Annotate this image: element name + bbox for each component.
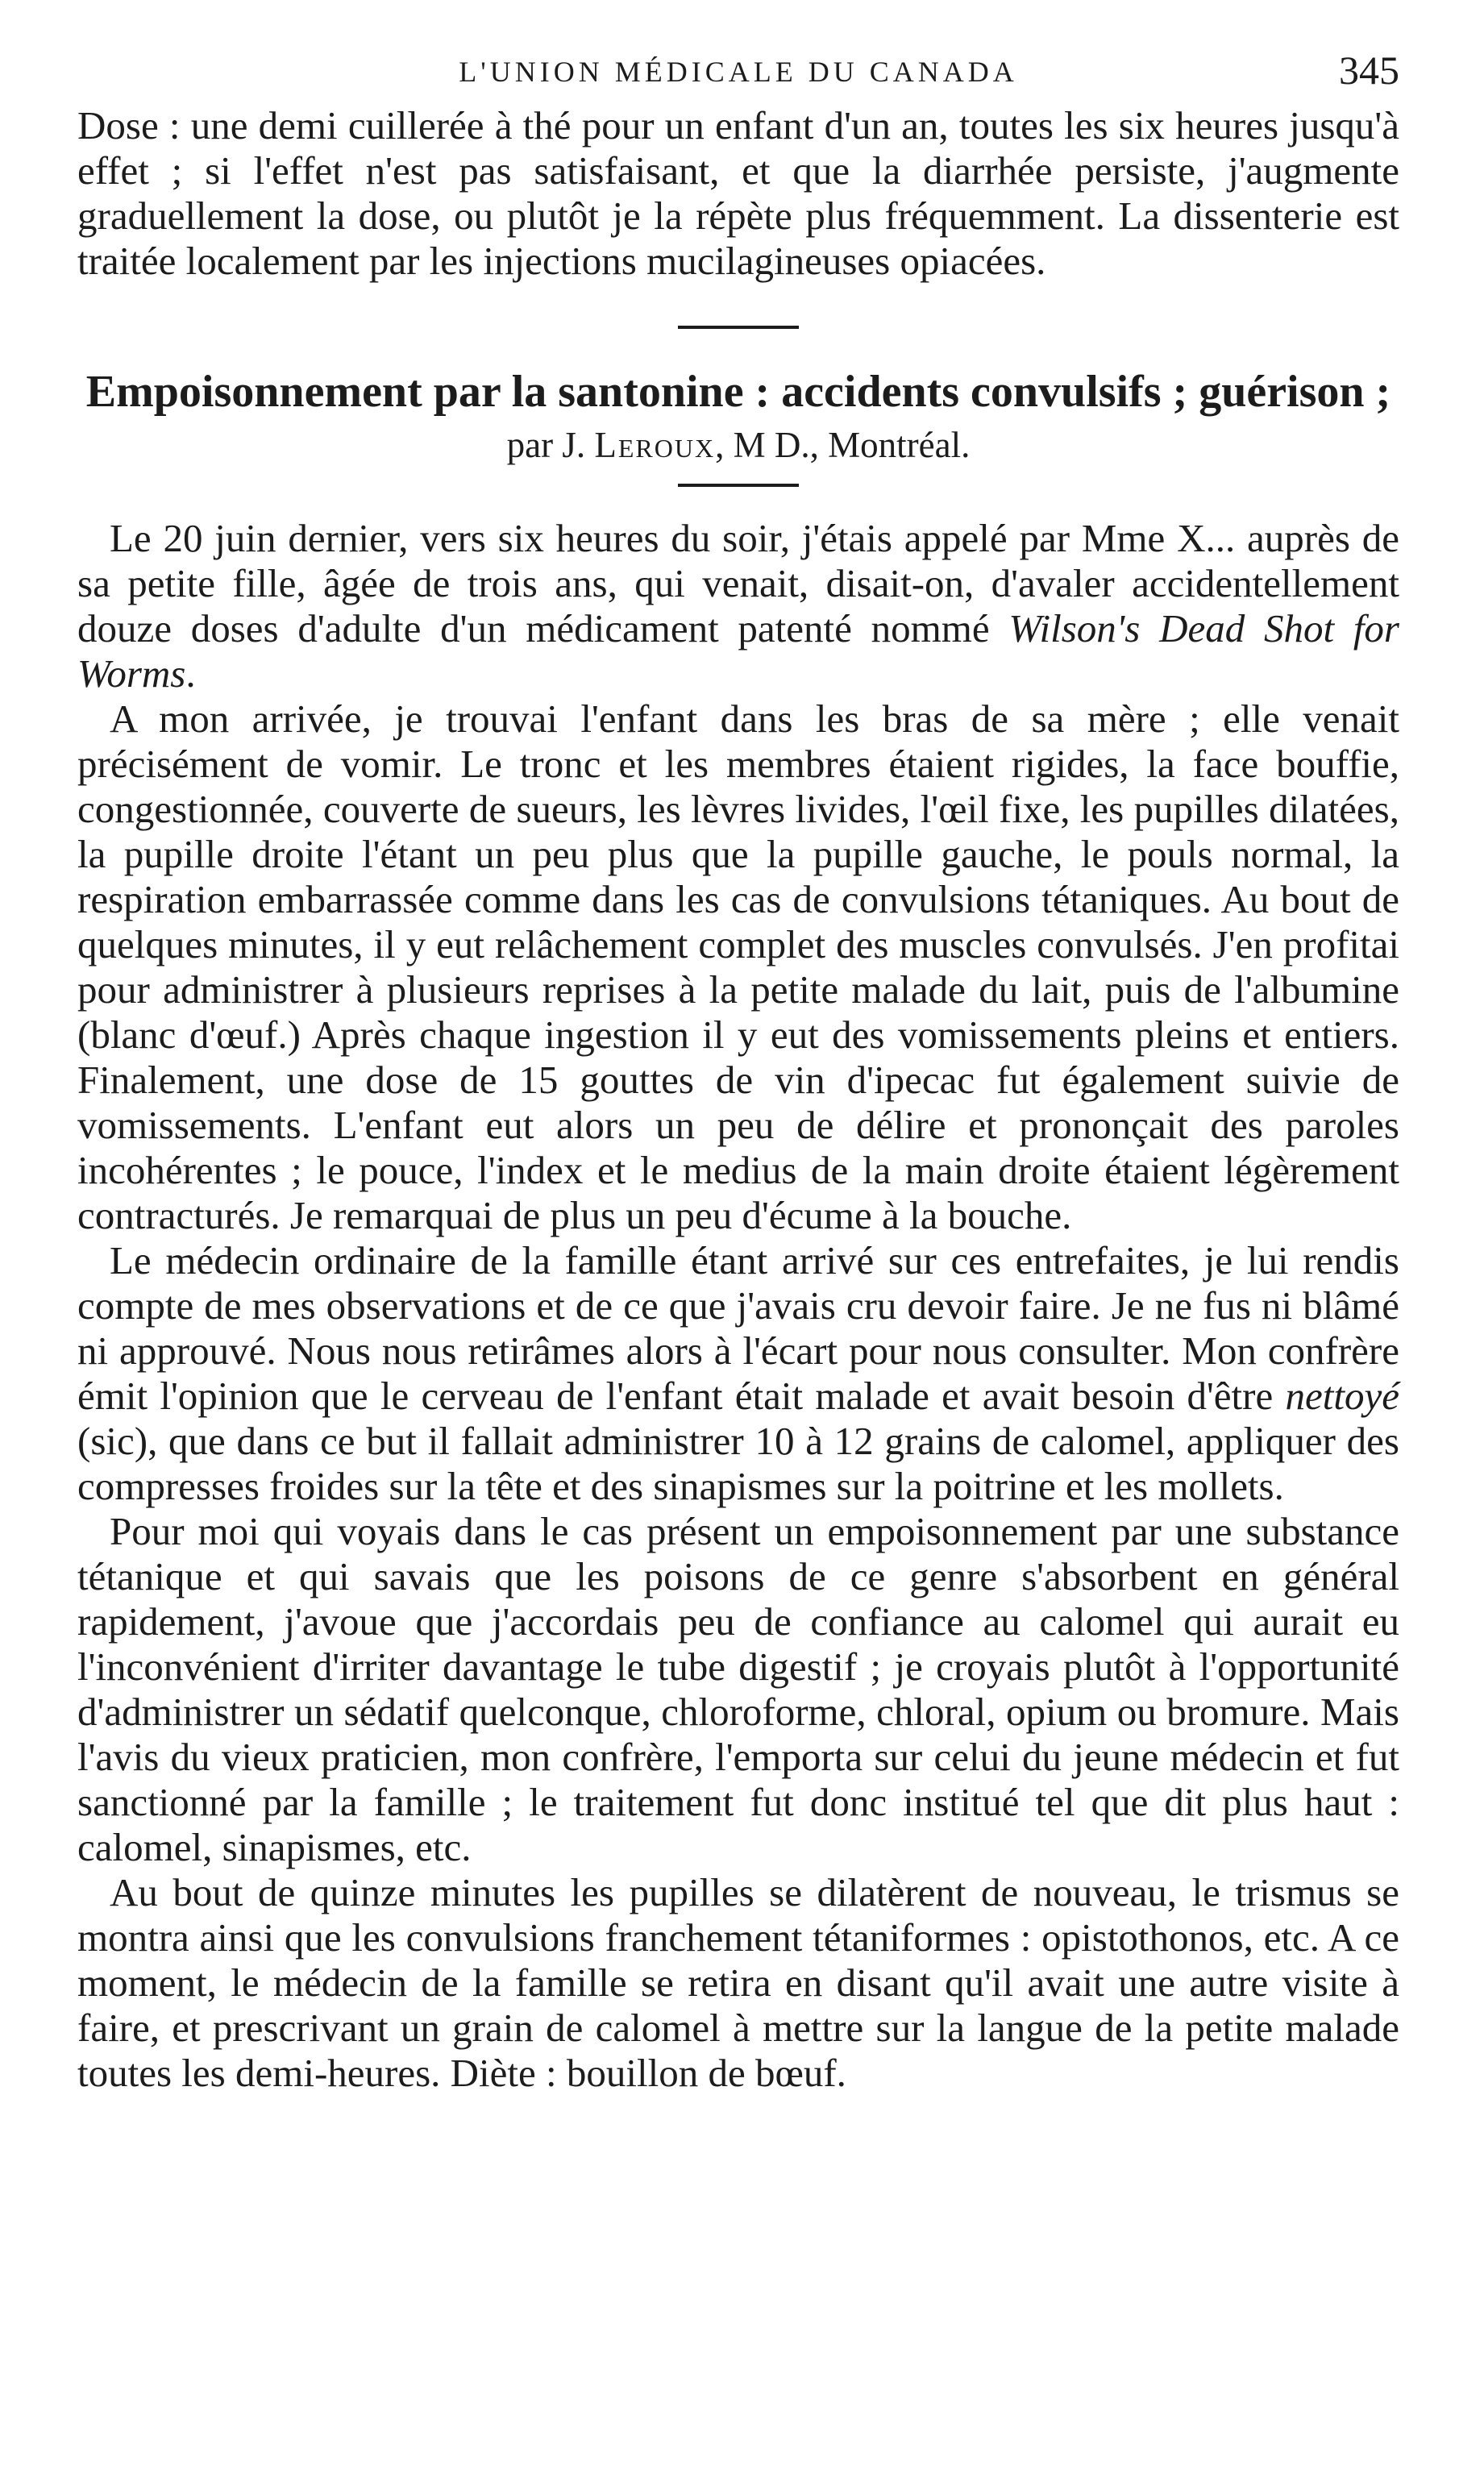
byline — [77, 422, 1399, 468]
byline-suffix: , M D., Montréal. — [715, 425, 971, 465]
article-paragraph — [77, 1238, 1399, 1509]
article-title: Empoisonnement par la santonine : accidents convulsifs ; guérison ; — [85, 367, 1391, 417]
journal-page — [77, 47, 1399, 2096]
paragraph-text: Au bout de quinze minutes les pupilles se dilatèrent de nouveau, le trismus se montra ainsi que les convulsions franchement tétaniformes : opistothonos, etc. A ce moment, le médecin de la famille se retira en disant qu'il avait une autre visite à faire, et prescrivant un grain de calomel à mettre sur la langue de la petite malade toutes les demi-heures. Diète : bouillon de bœuf. — [77, 1870, 1399, 2095]
running-title: L'UNION MÉDICALE DU CANADA — [459, 56, 1018, 88]
paragraph-text: Le médecin ordinaire de la famille étant arrivé sur ces entrefaites, je lui rendis compte de mes observations et de ce que j'avais cru devoir faire. Je ne fus ni blâmé ni approuvé. Nous nous retirâmes alors à l'écart pour nous consulter. Mon confrère émit l'opinion que le cerveau de l'enfant était malade et avait besoin d'être — [77, 1238, 1399, 1418]
article-paragraph — [77, 1509, 1399, 1870]
paragraph-text-end: (sic), que dans ce but il fallait administrer 10 à 12 grains de calomel, appliquer des compresses froides sur la tête et des sinapismes sur la poitrine et les mollets. — [77, 1419, 1399, 1508]
page-number: 345 — [1339, 48, 1399, 93]
byline-divider — [678, 484, 799, 487]
paragraph-emphasis: Wilson's Dead Shot for Worms — [77, 606, 1399, 696]
paragraph-text-end: . — [185, 651, 196, 696]
running-head — [77, 47, 1399, 103]
paragraph-emphasis: nettoyé — [1285, 1374, 1399, 1418]
article-paragraph — [77, 516, 1399, 696]
paragraph-text: A mon arrivée, je trouvai l'enfant dans les bras de sa mère ; elle venait précisément de vomir. Le tronc et les membres étaient rigides, la face bouffie, congestionnée, couverte de sueurs, les lèvres livides, l'œil fixe, les pupilles dilatées, la pupille droite l'étant un peu plus que la pupille gauche, le pouls normal, la respiration embarrassée comme dans les cas de convulsions tétaniques. Au bout de quelques minutes, il y eut relâchement complet des muscles convulsés. J'en profitai pour administrer à plusieurs reprises à la petite malade du lait, puis de l'albumine (blanc d'œuf.) Après chaque ingestion il y eut des vomissements pleins et entiers. Finalement, une dose de 15 gouttes de vin d'ipecac fut également suivie de vomissements. L'enfant eut alors un peu de délire et prononçait des paroles incohérentes ; le pouce, l'index et le medius de la main droite étaient légèrement contracturés. Je remarquai de plus un peu d'écume à la bouche. — [77, 696, 1399, 1237]
continued-paragraph: Dose : une demi cuillerée à thé pour un enfant d'un an, toutes les six heures jusqu'à effet ; si l'effet n'est pas satisfaisant, et que la diarrhée persiste, j'augmente graduellement la dose, ou plutôt je la répète plus fréquemment. La dissenterie est traitée localement par les injections mucilagineuses opiacées. — [77, 103, 1399, 283]
article-paragraph — [77, 696, 1399, 1238]
article-paragraph — [77, 1870, 1399, 2096]
section-divider — [678, 326, 799, 329]
paragraph-text: Pour moi qui voyais dans le cas présent un empoisonnement par une substance tétanique et qui savais que les poisons de ce genre s'absorbent en général rapidement, j'avoue que j'accordais peu de confiance au calomel qui aurait eu l'inconvénient d'irriter davantage le tube digestif ; je croyais plutôt à l'opportunité d'administrer un sédatif quelconque, chloroforme, chloral, opium ou bromure. Mais l'avis du vieux praticien, mon confrère, l'emporta sur celui du jeune médecin et fut sanctionné par la famille ; le traitement fut donc institué tel que dit plus haut : calomel, sinapismes, etc. — [77, 1509, 1399, 1869]
paragraph-text: Le 20 juin dernier, vers six heures du soir, j'étais appelé par Mme X... auprès de sa petite fille, âgée de trois ans, qui venait, disait-on, d'avaler accidentellement douze doses d'adulte d'un médicament patenté nommé — [77, 516, 1399, 651]
byline-prefix: par J. — [506, 425, 586, 465]
byline-author: Leroux — [594, 425, 716, 465]
